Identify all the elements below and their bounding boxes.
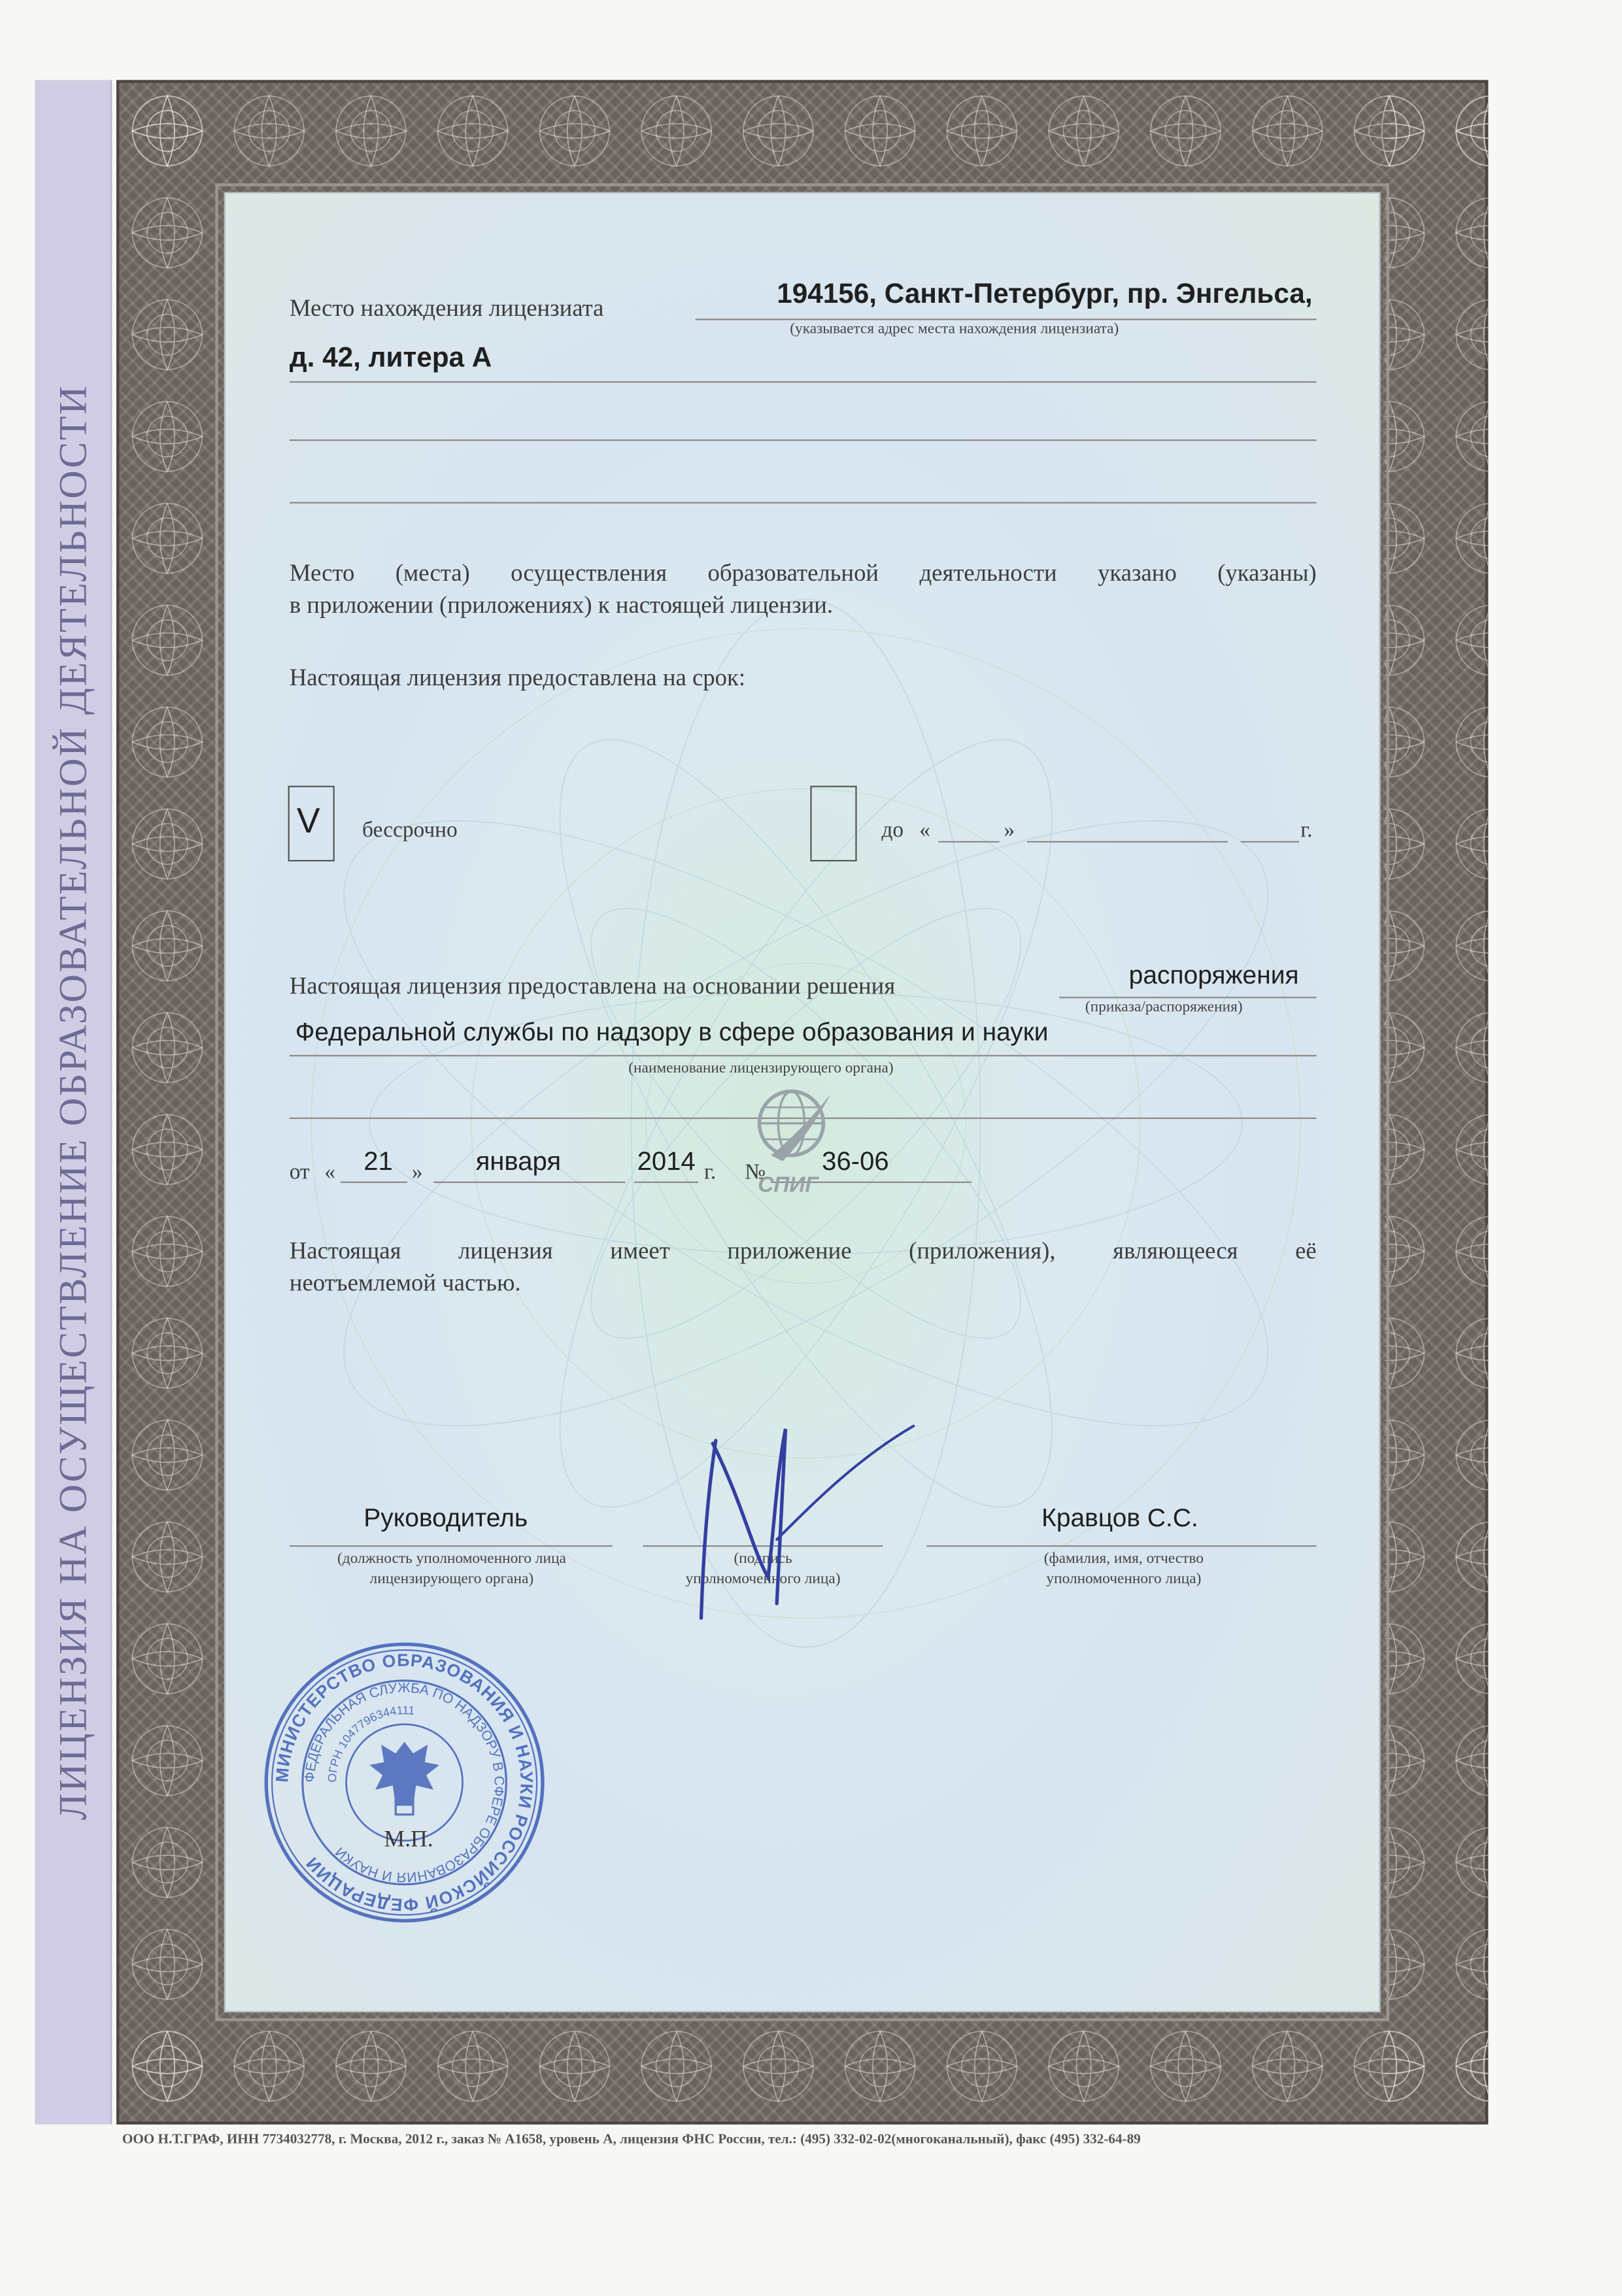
date-year-suffix: г. (703, 1161, 717, 1185)
double-headed-eagle-icon (369, 1741, 439, 1814)
address-value-line2: д. 42, литера А (289, 343, 492, 374)
decision-type-line (1059, 997, 1317, 998)
address-underline-2 (290, 381, 1317, 383)
spig-logo-text: СПИГ (758, 1173, 819, 1198)
date-month-line (433, 1182, 626, 1183)
address-underline-3 (290, 439, 1317, 441)
date-day: 21 (363, 1146, 393, 1176)
printer-footer: ООО Н.Т.ГРАФ, ИНН 7734032778, г. Москва, 2012 г., заказ № А1658, уровень А, лицензия ФНС России, тел.: (495) 332-02-02(многоканальный), факс (495) 332-64-89 (122, 2133, 1141, 2148)
until-year-suffix: г. (1300, 819, 1313, 843)
handwritten-signature (684, 1414, 931, 1630)
date-day-line (341, 1182, 407, 1183)
until-close-quote: » (1004, 819, 1015, 843)
organ-name-value: Федеральной службы по надзору в сфере образования и науки (295, 1017, 1049, 1046)
stamp-ring-text: МИНИСТЕРСТВО ОБРАЗОВАНИЯ И НАУКИ РОССИЙСКОЙ ФЕДЕРАЦИИ (272, 1650, 537, 1915)
basis-label: Настоящая лицензия предоставлена на основании решения (289, 972, 896, 1000)
perpetual-label: бессрочно (362, 819, 458, 843)
until-day-line (938, 841, 999, 842)
position-hint-2: лицензирующего органа) (369, 1571, 534, 1588)
signature-hint-1: (подпись (734, 1551, 792, 1568)
until-month-line (1027, 841, 1228, 842)
perpetual-checkbox (288, 786, 335, 862)
until-year-line (1241, 841, 1299, 842)
address-underline-1 (696, 318, 1317, 320)
date-month: января (475, 1146, 562, 1176)
address-label: Место нахождения лицензиата (289, 294, 604, 322)
appendix-line1: Настоящая лицензия имеет приложение (приложения), являющееся её (289, 1237, 1317, 1265)
license-number: 36-06 (822, 1146, 889, 1176)
date-year: 2014 (637, 1146, 696, 1176)
side-banner-text: ЛИЦЕНЗИЯ НА ОСУЩЕСТВЛЕНИЕ ОБРАЗОВАТЕЛЬНОЙ ДЕЯТЕЛЬНОСТИ (50, 384, 94, 1821)
perpetual-check-mark: V (296, 802, 320, 842)
official-stamp (259, 1637, 550, 1928)
until-checkbox (810, 786, 856, 862)
organ-name-hint: (наименование лицензирующего органа) (628, 1061, 894, 1077)
stamp-inner-text: ФЕДЕРАЛЬНАЯ СЛУЖБА ПО НАДЗОРУ В СФЕРЕ ОБРАЗОВАНИЯ И НАУКИ (302, 1680, 507, 1885)
address-underline-4 (290, 502, 1317, 504)
date-open-quote: « (324, 1161, 335, 1185)
organ-name-line (290, 1055, 1317, 1056)
decision-type-hint: (приказа/распоряжения) (1085, 999, 1243, 1016)
places-line1: Место (места) осуществления образовательной деятельности указано (указаны) (289, 558, 1317, 587)
date-year-line (634, 1182, 698, 1183)
position-hint-1: (должность уполномоченного лица (337, 1551, 566, 1568)
date-from-label: от (289, 1161, 310, 1185)
term-label: Настоящая лицензия предоставлена на срок: (289, 663, 746, 691)
position-line (290, 1545, 613, 1547)
mp-label: М.П. (384, 1827, 433, 1853)
stamp-ogrn-text: ОГРН 1047796344111 (325, 1704, 416, 1783)
name-line (926, 1545, 1316, 1547)
appendix-line2: неотъемлемой частью. (289, 1269, 521, 1297)
until-label: до (881, 819, 904, 843)
spig-globe-icon (751, 1082, 835, 1178)
decision-type-value: распоряжения (1128, 960, 1299, 990)
name-hint-1: (фамилия, имя, отчество (1043, 1551, 1204, 1568)
until-open-quote: « (919, 819, 930, 843)
places-line2: в приложении (приложениях) к настоящей лицензии. (289, 591, 834, 619)
signature-hint-2: уполномоченного лица) (685, 1571, 841, 1588)
name-hint-2: уполномоченного лица) (1046, 1571, 1202, 1588)
date-close-quote: » (411, 1161, 423, 1185)
number-sign: № (745, 1161, 766, 1185)
address-hint: (указывается адрес места нахождения лицензиата) (790, 321, 1119, 338)
position-value: Руководитель (363, 1503, 528, 1533)
name-value: Кравцов С.С. (1041, 1503, 1198, 1533)
address-value-line1: 194156, Санкт-Петербург, пр. Энгельса, (777, 279, 1313, 310)
